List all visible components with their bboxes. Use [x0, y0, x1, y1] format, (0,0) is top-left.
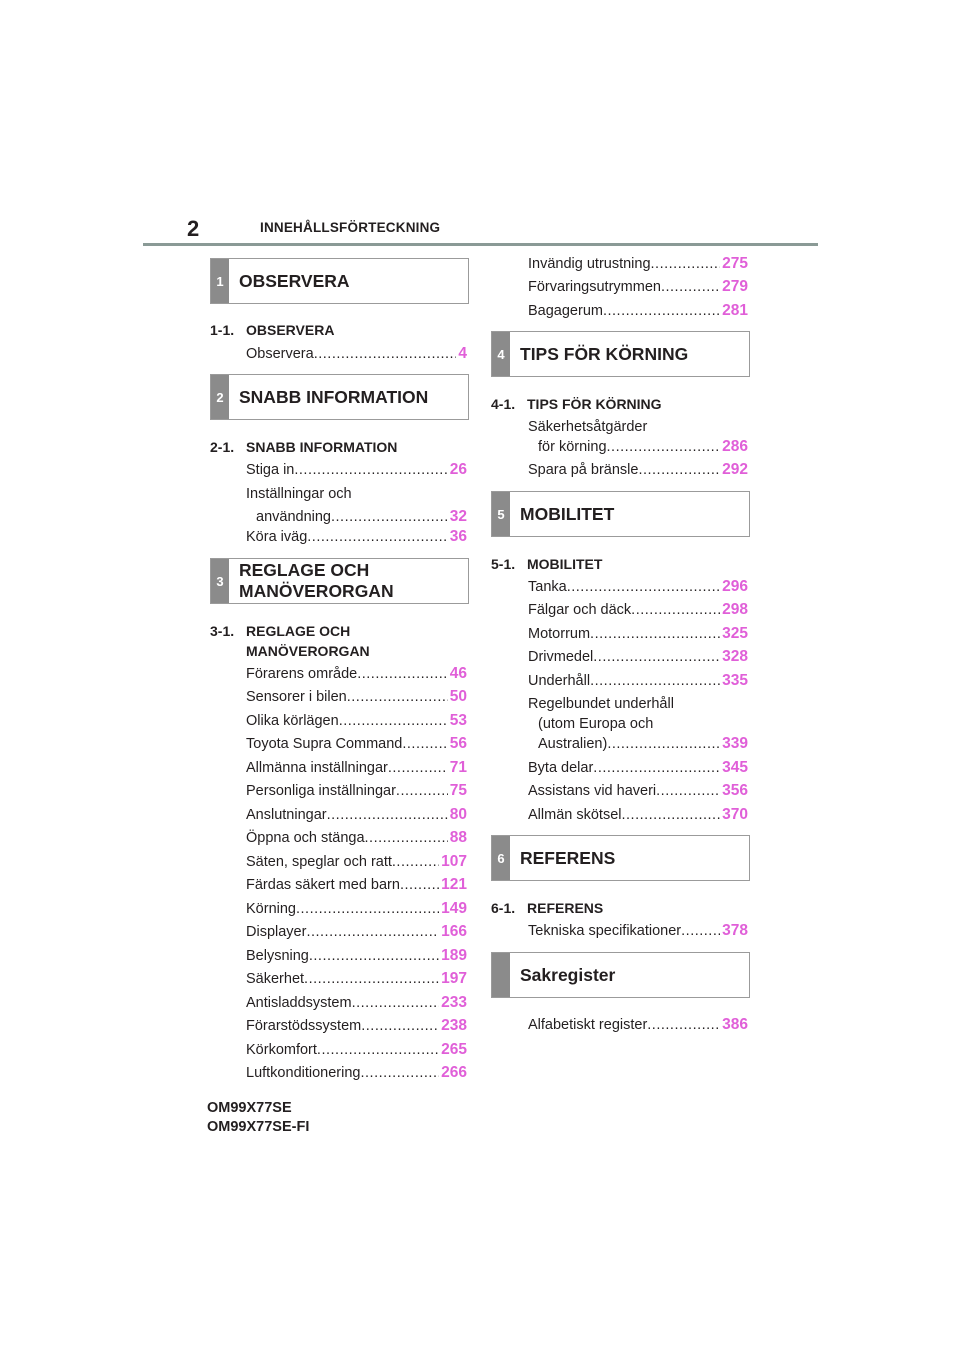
toc-entry[interactable]	[528, 647, 748, 667]
section-title: MOBILITET	[520, 503, 615, 524]
entry-page[interactable]: 36	[449, 528, 467, 545]
entry-label: Säten, speglar och ratt	[246, 854, 392, 870]
entry-page[interactable]: 356	[722, 782, 748, 799]
toc-entry[interactable]	[246, 781, 467, 801]
entry-label: Allmänna inställningar	[246, 760, 388, 776]
toc-entry[interactable]	[528, 921, 748, 941]
toc-entry[interactable]	[246, 993, 467, 1013]
toc-entry[interactable]	[528, 671, 748, 691]
entry-label: Förvaringsutrymmen	[528, 279, 661, 295]
section-number-tab: 4	[492, 332, 510, 376]
entry-label: för körning	[538, 439, 607, 455]
entry-page[interactable]: 88	[449, 829, 467, 846]
entry-label: Sensorer i bilen	[246, 689, 347, 705]
section-number-tab: 3	[211, 559, 229, 603]
entry-label: Invändig utrustning	[528, 256, 651, 272]
entry-page[interactable]: 53	[449, 712, 467, 729]
entry-page[interactable]: 265	[441, 1041, 467, 1058]
entry-label: Säkerhetsåtgärder	[528, 419, 648, 435]
entry-page[interactable]: 370	[722, 806, 748, 823]
entry-page[interactable]: 149	[441, 900, 467, 917]
running-title: INNEHÅLLSFÖRTECKNING	[260, 220, 441, 235]
entry-page[interactable]: 335	[722, 672, 748, 689]
entry-label: Körkomfort	[246, 1042, 317, 1058]
section-title: Sakregister	[520, 964, 616, 985]
entry-label: Säkerhet	[246, 971, 305, 987]
entry-page[interactable]: 345	[722, 759, 748, 776]
entry-label: Öppna och stänga	[246, 830, 365, 846]
entry-page[interactable]: 275	[722, 255, 748, 272]
subsection-text: REFERENS	[527, 900, 604, 916]
subsection-number: 3-1.	[210, 623, 235, 639]
entry-page[interactable]: 166	[441, 923, 467, 940]
entry-label: Fälgar och däck	[528, 602, 632, 618]
manual-code: OM99X77SE	[207, 1100, 292, 1116]
subsection-text: REGLAGE OCH MANÖVERORGAN	[246, 623, 370, 659]
toc-entry[interactable]	[246, 1063, 467, 1083]
subsection-number: 5-1.	[491, 556, 516, 572]
entry-label: Regelbundet underhåll	[528, 696, 674, 712]
section-number-tab: 6	[492, 836, 510, 880]
toc-entry[interactable]	[246, 527, 467, 547]
entry-page[interactable]: 71	[449, 759, 467, 776]
entry-page[interactable]: 107	[441, 853, 467, 870]
toc-entry[interactable]	[246, 1016, 467, 1036]
entry-label: Inställningar och	[246, 486, 352, 502]
header-rule	[143, 243, 818, 246]
subsection-text: SNABB INFORMATION	[246, 439, 398, 455]
toc-entry[interactable]	[528, 417, 748, 457]
entry-label: Luftkonditionering	[246, 1065, 361, 1081]
entry-page[interactable]: 378	[722, 922, 748, 939]
toc-entry[interactable]	[246, 734, 467, 754]
entry-page[interactable]: 292	[722, 461, 748, 478]
entry-label: Olika körlägen	[246, 713, 339, 729]
toc-entry[interactable]	[246, 899, 467, 919]
toc-entry[interactable]	[528, 600, 748, 620]
entry-page[interactable]: 32	[449, 508, 467, 525]
entry-label: Tanka	[528, 579, 567, 595]
entry-label: Bagagerum	[528, 303, 603, 319]
toc-entry[interactable]	[246, 969, 467, 989]
subsection-heading	[210, 621, 470, 661]
toc-entry[interactable]	[246, 687, 467, 707]
entry-label: Personliga inställningar	[246, 783, 396, 799]
toc-entry[interactable]	[528, 277, 748, 297]
toc-entry[interactable]	[246, 460, 467, 480]
section-number-tab: 5	[492, 492, 510, 536]
section-title: OBSERVERA	[239, 270, 350, 291]
entry-label: Antisladdsystem	[246, 995, 352, 1011]
entry-label: Stiga in	[246, 462, 295, 478]
entry-label: Australien)	[538, 736, 608, 752]
toc-entry[interactable]	[528, 694, 748, 754]
entry-label: (utom Europa och	[538, 716, 654, 732]
subsection-text: MOBILITET	[527, 556, 603, 572]
toc-entry[interactable]	[246, 484, 467, 527]
entry-label: Allmän skötsel	[528, 807, 622, 823]
entry-label: Byta delar	[528, 760, 594, 776]
entry-label: Anslutningar	[246, 807, 327, 823]
section-title: TIPS FÖR KÖRNING	[520, 343, 689, 364]
entry-label: Assistans vid haveri	[528, 783, 657, 799]
entry-page[interactable]: 56	[449, 735, 467, 752]
toc-entry[interactable]	[246, 711, 467, 731]
entry-page[interactable]: 189	[441, 947, 467, 964]
section-title-line: MANÖVERORGAN	[239, 581, 394, 601]
toc-entry[interactable]	[528, 781, 748, 801]
toc-entry[interactable]	[246, 664, 467, 684]
entry-label: Köra iväg	[246, 529, 308, 545]
subsection-number: 6-1.	[491, 900, 516, 916]
toc-entry[interactable]	[246, 1040, 467, 1060]
section-title-line: REGLAGE OCH	[239, 560, 370, 580]
section-title: SNABB INFORMATION	[239, 386, 429, 407]
entry-page[interactable]: 279	[722, 278, 748, 295]
subsection-number: 4-1.	[491, 396, 516, 412]
entry-page[interactable]: 286	[722, 438, 748, 455]
entry-label: Observera	[246, 346, 314, 362]
subsection-number: 1-1.	[210, 322, 235, 338]
section-box-6[interactable]	[491, 835, 750, 881]
entry-page[interactable]: 238	[441, 1017, 467, 1034]
entry-label: Alfabetiskt register	[528, 1017, 648, 1033]
toc-entry[interactable]	[528, 460, 748, 480]
toc-entry[interactable]	[246, 852, 467, 872]
entry-label: Drivmedel	[528, 649, 594, 665]
section-number-tab	[492, 953, 510, 997]
subsection-text: OBSERVERA	[246, 322, 335, 338]
entry-label: Förarens område	[246, 666, 358, 682]
entry-page[interactable]: 296	[722, 578, 748, 595]
toc-entry[interactable]	[246, 805, 467, 825]
entry-page[interactable]: 4	[458, 345, 467, 362]
section-box-index[interactable]	[491, 952, 750, 998]
toc-entry[interactable]	[246, 344, 467, 364]
toc-entry[interactable]	[528, 301, 748, 321]
entry-page[interactable]: 298	[722, 601, 748, 618]
section-box-4[interactable]	[491, 331, 750, 377]
entry-label: Motorrum	[528, 626, 591, 642]
toc-entry[interactable]	[528, 758, 748, 778]
entry-page[interactable]: 80	[449, 806, 467, 823]
entry-page[interactable]: 386	[722, 1016, 748, 1033]
manual-code: OM99X77SE-FI	[207, 1119, 310, 1135]
entry-page[interactable]: 339	[722, 735, 748, 752]
entry-label: Belysning	[246, 948, 309, 964]
entry-label: Körning	[246, 901, 296, 917]
subsection-text: TIPS FÖR KÖRNING	[527, 396, 662, 412]
entry-page[interactable]: 266	[441, 1064, 467, 1081]
entry-label: Färdas säkert med barn	[246, 877, 400, 893]
entry-page[interactable]: 281	[722, 302, 748, 319]
toc-entry[interactable]	[528, 805, 748, 825]
entry-page[interactable]: 121	[441, 876, 467, 893]
toc-entry[interactable]	[246, 922, 467, 942]
toc-entry[interactable]	[528, 1015, 748, 1035]
toc-entry[interactable]	[528, 624, 748, 644]
entry-page[interactable]: 197	[441, 970, 467, 987]
entry-page[interactable]: 233	[441, 994, 467, 1011]
entry-page[interactable]: 50	[449, 688, 467, 705]
section-box-3[interactable]	[210, 558, 469, 604]
section-box-1[interactable]	[210, 258, 469, 304]
toc-entry[interactable]	[528, 254, 748, 274]
entry-label: Tekniska specifikationer	[528, 923, 682, 939]
entry-label: Spara på bränsle	[528, 462, 639, 478]
toc-entry[interactable]	[246, 758, 467, 778]
entry-label: Underhåll	[528, 673, 591, 689]
entry-label: användning	[256, 509, 331, 525]
section-box-2[interactable]	[210, 374, 469, 420]
section-box-5[interactable]	[491, 491, 750, 537]
toc-entry[interactable]	[528, 577, 748, 597]
entry-label: Toyota Supra Command	[246, 736, 403, 752]
toc-entry[interactable]	[246, 875, 467, 895]
entry-page[interactable]: 328	[722, 648, 748, 665]
toc-entry[interactable]	[246, 828, 467, 848]
section-title	[229, 559, 394, 603]
entry-page[interactable]: 46	[449, 665, 467, 682]
entry-label: Förarstödssystem	[246, 1018, 362, 1034]
entry-label: Displayer	[246, 924, 307, 940]
entry-page[interactable]: 325	[722, 625, 748, 642]
subsection-number: 2-1.	[210, 439, 235, 455]
section-title: REFERENS	[520, 847, 616, 868]
entry-page[interactable]: 26	[449, 461, 467, 478]
page-number: 2	[187, 216, 200, 241]
section-number-tab: 1	[211, 259, 229, 303]
toc-entry[interactable]	[246, 946, 467, 966]
section-number-tab: 2	[211, 375, 229, 419]
entry-page[interactable]: 75	[449, 782, 467, 799]
